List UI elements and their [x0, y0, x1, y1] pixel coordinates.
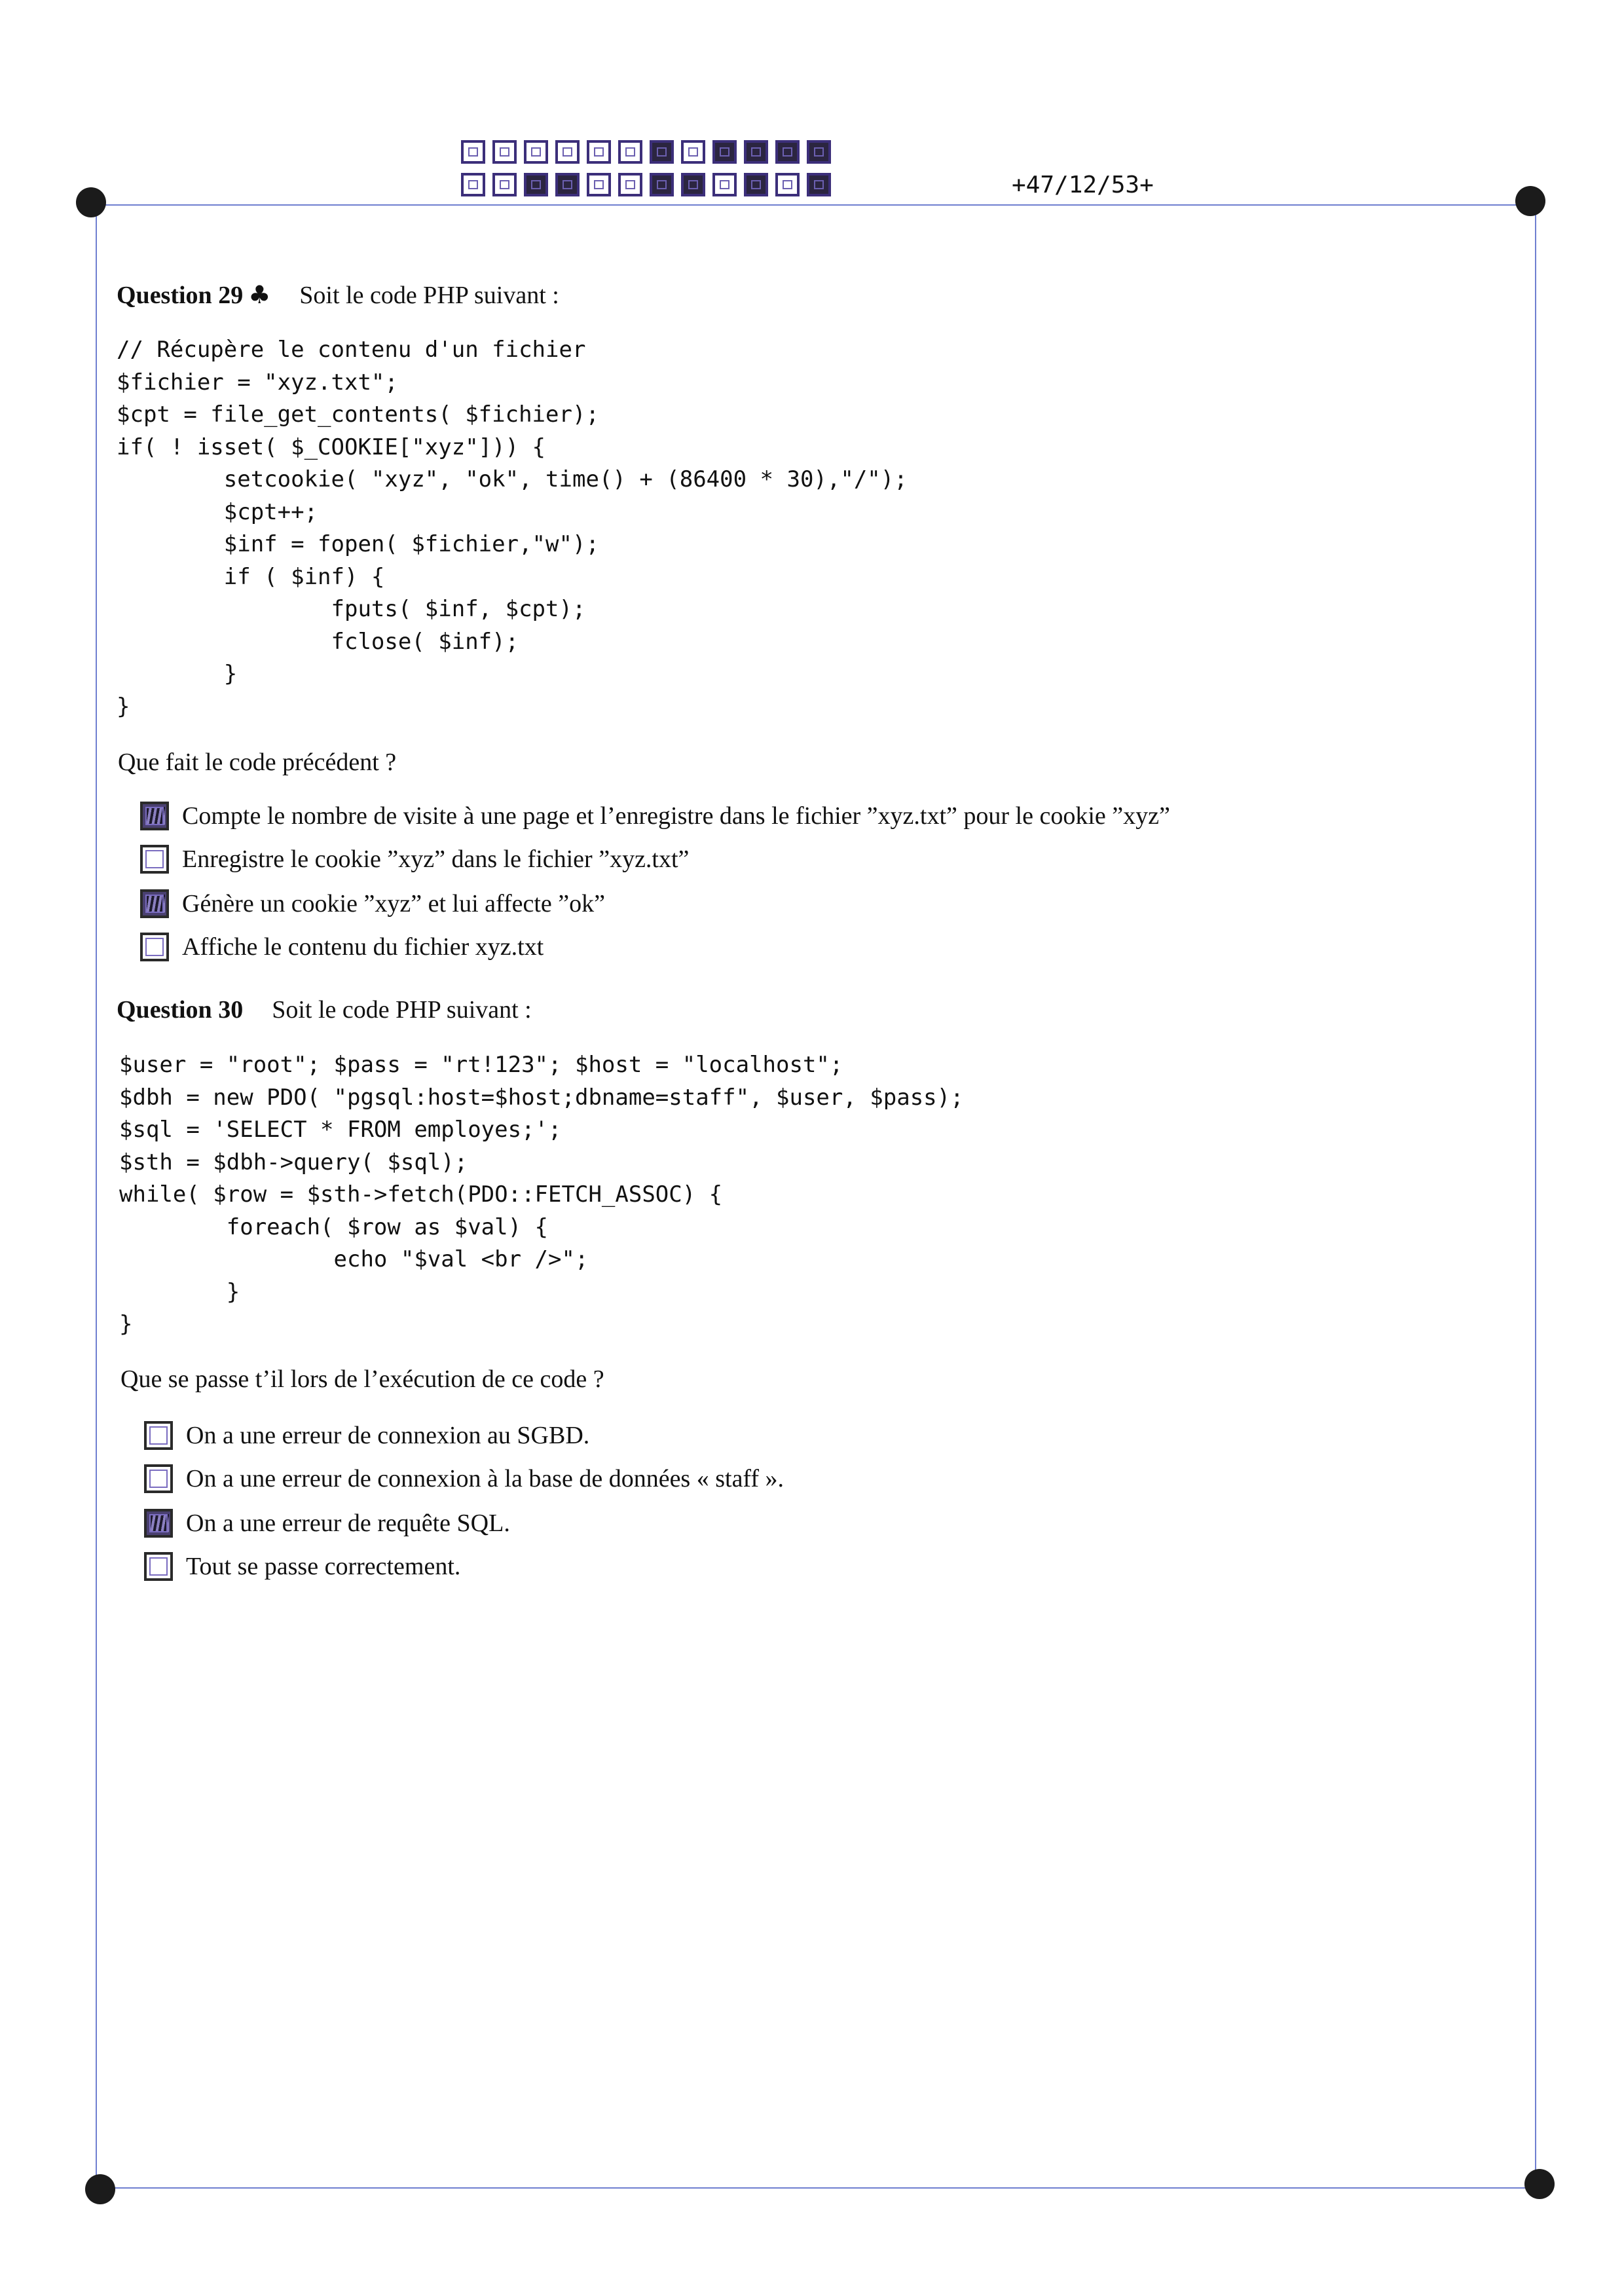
question-number: Question 29	[117, 282, 244, 309]
answer-label: Génère un cookie ”xyz” et lui affecte ”ok”	[182, 890, 605, 917]
barcode-cell	[492, 173, 517, 196]
barcode-cell-inner	[688, 180, 698, 189]
corner-mark-bottom-left	[85, 2174, 115, 2204]
barcode-cell-inner	[814, 147, 824, 157]
barcode-cell	[618, 173, 642, 196]
barcode-cell-inner	[814, 180, 824, 189]
barcode-cell	[775, 140, 800, 164]
barcode-cell	[650, 173, 674, 196]
barcode-cell-inner	[688, 147, 698, 157]
question-30-header	[117, 995, 532, 1024]
barcode-cell	[524, 173, 548, 196]
barcode-cell	[744, 140, 768, 164]
answer-option[interactable]	[140, 889, 605, 918]
barcode-cell	[587, 140, 611, 164]
answer-label: Affiche le contenu du fichier xyz.txt	[182, 933, 544, 961]
answer-option[interactable]	[144, 1509, 510, 1538]
question-number: Question 30	[117, 996, 244, 1024]
corner-mark-top-left	[76, 187, 106, 217]
barcode-top	[461, 140, 838, 164]
barcode-cell	[618, 140, 642, 164]
question-30-prompt: Que se passe t’il lors de l’exécution de ce code ?	[120, 1365, 604, 1393]
answer-label: Tout se passe correctement.	[186, 1553, 461, 1580]
answer-label: Compte le nombre de visite à une page et l’enregistre dans le fichier ”xyz.txt” pour le cookie ”xyz”	[182, 802, 1170, 830]
barcode-cell-inner	[531, 180, 541, 189]
barcode-cell	[681, 173, 705, 196]
answer-checkbox[interactable]	[140, 802, 169, 830]
barcode-bottom	[461, 173, 838, 196]
barcode-cell	[712, 173, 737, 196]
code-block-q30: $user = "root"; $pass = "rt!123"; $host = "localhost"; $dbh = new PDO( "pgsql:host=$host;dbname=staff", $user, $pass); $sql = 'SELECT * FROM employes;'; $sth = $dbh->query( $sql); while( $row = $sth->fetch(PDO::FETCH_ASSOC) { foreach( $row as $val) { echo "$val <br />"; } }	[119, 1052, 964, 1337]
barcode-cell-inner	[625, 180, 635, 189]
barcode-cell-inner	[531, 147, 541, 157]
answer-label: On a une erreur de requête SQL.	[186, 1509, 510, 1537]
barcode-cell	[461, 173, 485, 196]
answer-checkbox[interactable]	[144, 1464, 173, 1493]
barcode-cell-inner	[500, 180, 509, 189]
answer-option[interactable]	[140, 802, 1170, 830]
barcode-cell-inner	[594, 180, 604, 189]
barcode-cell-inner	[563, 147, 572, 157]
barcode-cell	[461, 140, 485, 164]
barcode-cell-inner	[751, 147, 761, 157]
barcode-cell-inner	[563, 180, 572, 189]
answer-option[interactable]	[140, 933, 544, 961]
barcode-cell-inner	[657, 180, 667, 189]
question-29-prompt: Que fait le code précédent ?	[118, 749, 397, 776]
answer-checkbox[interactable]	[144, 1421, 173, 1450]
barcode-cell-inner	[468, 180, 478, 189]
barcode-cell-inner	[625, 147, 635, 157]
barcode-cell-inner	[594, 147, 604, 157]
barcode-cell	[807, 173, 831, 196]
page-id: +47/12/53+	[1012, 172, 1154, 198]
barcode-cell-inner	[657, 147, 667, 157]
answer-checkbox[interactable]	[140, 889, 169, 918]
answer-checkbox[interactable]	[144, 1552, 173, 1581]
barcode-cell-inner	[500, 147, 509, 157]
club-icon: ♣	[248, 280, 271, 309]
answer-option[interactable]	[144, 1464, 784, 1493]
answer-option[interactable]	[144, 1552, 460, 1581]
answer-option[interactable]	[140, 845, 689, 874]
answer-checkbox[interactable]	[140, 933, 169, 961]
answer-label: Enregistre le cookie ”xyz” dans le fichier ”xyz.txt”	[182, 845, 690, 873]
question-intro: Soit le code PHP suivant :	[299, 282, 559, 309]
question-29-header	[117, 280, 559, 310]
answer-option[interactable]	[144, 1421, 589, 1450]
question-intro: Soit le code PHP suivant :	[272, 996, 532, 1024]
barcode-cell-inner	[720, 180, 729, 189]
barcode-cell	[775, 173, 800, 196]
corner-mark-top-right	[1515, 186, 1545, 216]
barcode-cell	[650, 140, 674, 164]
barcode-cell-inner	[751, 180, 761, 189]
answer-checkbox[interactable]	[140, 845, 169, 874]
corner-mark-bottom-right	[1524, 2169, 1555, 2199]
barcode-cell	[524, 140, 548, 164]
barcode-cell	[492, 140, 517, 164]
code-block-q29: // Récupère le contenu d'un fichier $fichier = "xyz.txt"; $cpt = file_get_contents( $fichier); if( ! isset( $_COOKIE["xyz"])) { setcookie( "xyz", "ok", time() + (86400 * 30),"/"); $cpt++; $inf = fopen( $fichier,"w"); if ( $inf) { fputs( $inf, $cpt); fclose( $inf); } }	[117, 337, 908, 720]
answer-label: On a une erreur de connexion au SGBD.	[186, 1422, 590, 1449]
barcode-cell	[555, 173, 580, 196]
barcode-cell	[744, 173, 768, 196]
barcode-cell-inner	[468, 147, 478, 157]
barcode-cell	[807, 140, 831, 164]
answer-checkbox[interactable]	[144, 1509, 173, 1538]
barcode-cell	[712, 140, 737, 164]
barcode-cell	[587, 173, 611, 196]
barcode-cell-inner	[783, 147, 792, 157]
barcode-cell	[681, 140, 705, 164]
barcode-cell-inner	[720, 147, 729, 157]
barcode-cell	[555, 140, 580, 164]
barcode-cell-inner	[783, 180, 792, 189]
answer-label: On a une erreur de connexion à la base de données « staff ».	[186, 1465, 784, 1492]
